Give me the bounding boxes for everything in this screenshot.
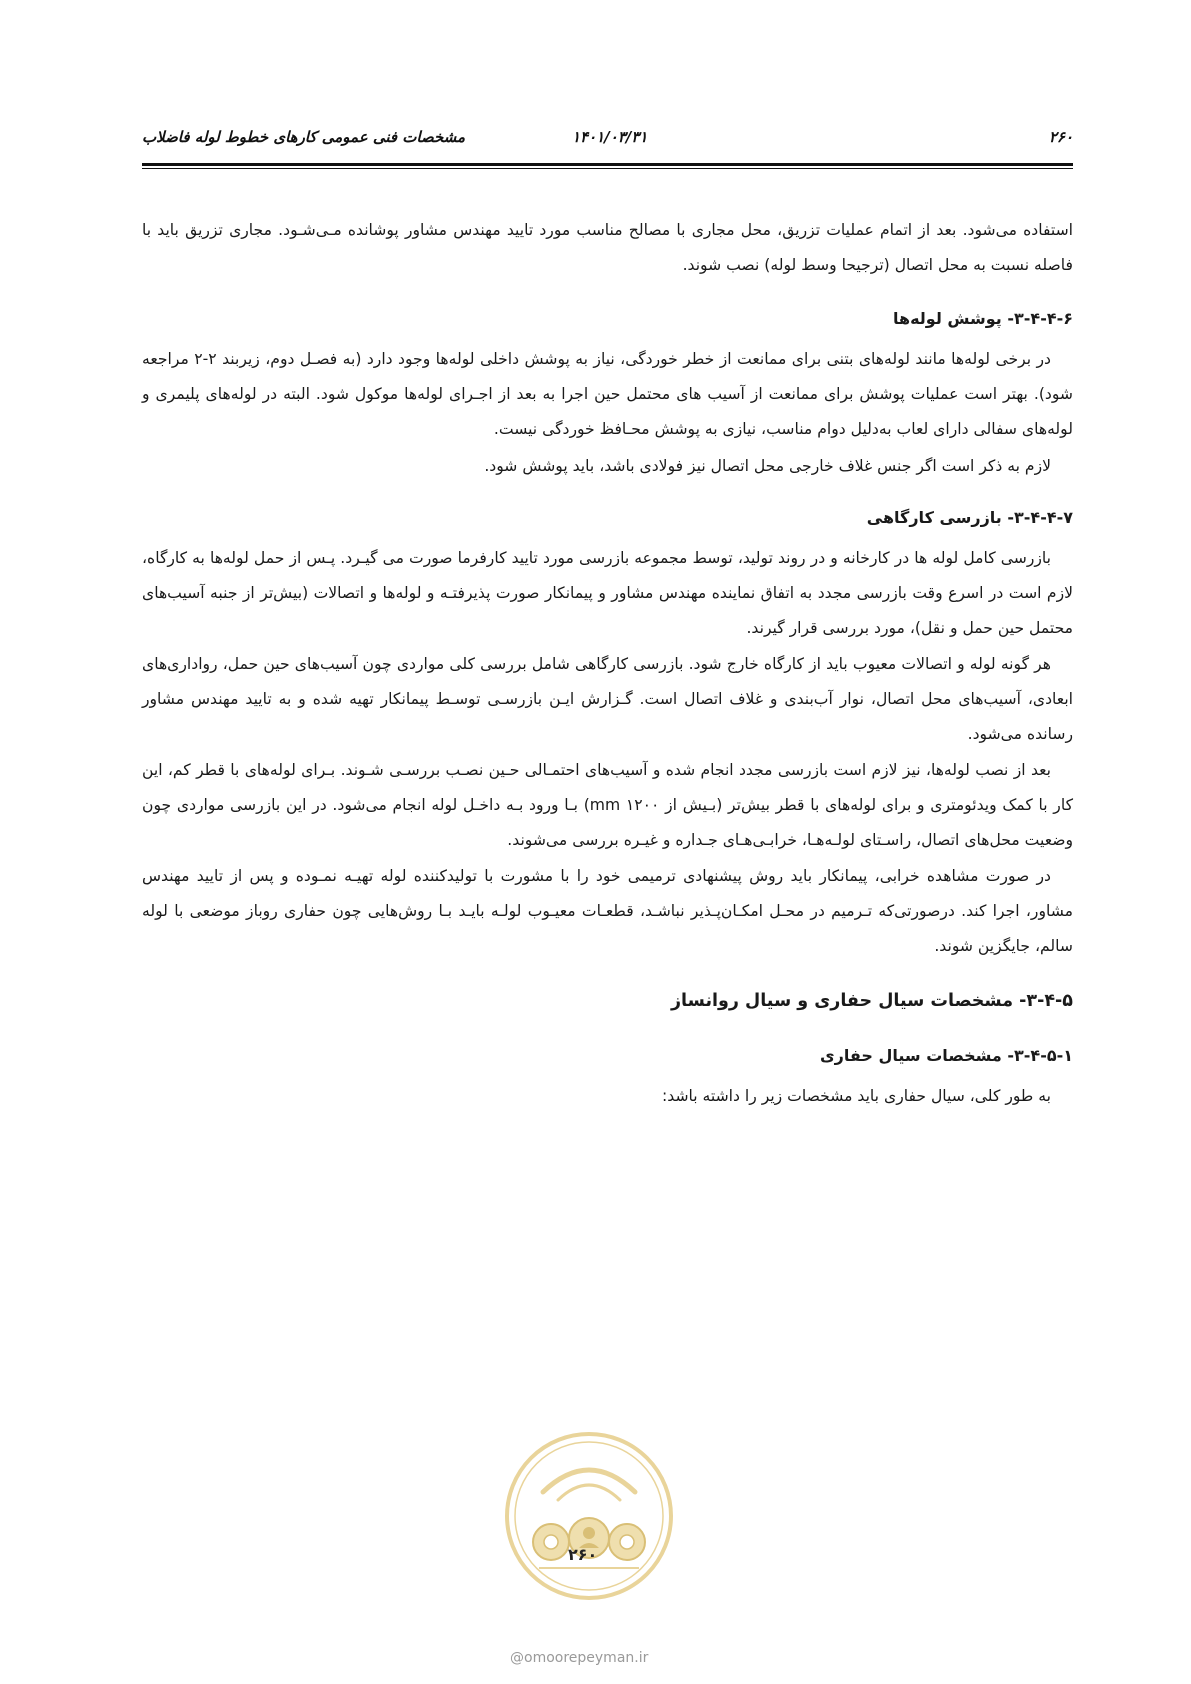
section-heading-coating: ۳-۴-۴-۶- پوشش لوله‌ها — [892, 309, 1073, 328]
section-heading-inspection: ۳-۴-۴-۷- بازرسی کارگاهی — [866, 508, 1073, 527]
page-header — [142, 128, 1073, 152]
stamp-calligraphy-stroke — [543, 1470, 635, 1492]
paragraph-coating-1: در برخی لوله‌ها مانند لوله‌های بتنی برای ممانعت از خطر خوردگی، نیاز به پوشش داخلی لوله‌ها وجود دارد (به فصـل دوم، زیربند ۲-۲ مراجعه شود). بهتر است عملیات پوشش برای ممانعت از آسیب های محتمل حین اجرا به بعد از اجـرای لوله‌ها موکول شود. البته در لوله‌های پلیمری و لوله‌های سفالی دارای لعاب به‌دلیل دوام مناسب، نیازی به پوشش محـافظ خوردگی نیست. — [142, 350, 1073, 438]
stamp-outer-ring — [507, 1434, 671, 1598]
paragraph-inspection-1: بازرسی کامل لوله ها در کارخانه و در روند تولید، توسط مجموعه بازرسی مورد تایید کارفرما صورت می گیـرد. پـس از حمل لوله‌ها به کارگاه، لازم است در اسرع وقت بازرسی مجدد به اتفاق نماینده مهندس مشاور و پیمانکار صورت پذیرفتـه و لوله‌ها و اتصالات (بیش‌تر از جنبه آسیب‌های محتمل حین حمل و نقل)، مورد بررسی قرار گیرند. — [142, 549, 1073, 637]
section-heading-drilling-fluid: ۳-۴-۵- مشخصات سیال حفاری و سیال روانساز — [670, 991, 1073, 1011]
paragraph-coating-2: لازم به ذکر است اگر جنس غلاف خارجی محل اتصال نیز فولادی باشد، باید پوشش شود. — [484, 457, 1051, 475]
paragraph-inspection-2: هر گونه لوله و اتصالات معیوب باید از کارگاه خارج شود. بازرسی کارگاهی شامل بررسی کلی مواردی چون آسیب‌های حین حمل، رواداری‌های ابعادی، آسیب‌های محل اتصال، نوار آب‌بندی و غلاف اتصال است. گـزارش ایـن بازرسـی توسـط پیمانکار تهیه شده و به تایید مهندس مشاور رسانده می‌شود. — [142, 655, 1073, 743]
gear-icon — [609, 1524, 645, 1560]
header-title: مشخصات فنی عمومی کارهای خطوط لوله فاضلاب — [142, 128, 466, 146]
watermark-stamp-logo — [503, 1430, 675, 1602]
stamp-calligraphy-stroke-2 — [558, 1485, 620, 1500]
paragraph-inspection-3: بعد از نصب لوله‌ها، نیز لازم است بازرسی مجدد انجام شده و آسیب‌های احتمـالی حـین نصـب بررسـی شـوند. بـرای لوله‌های با قطر کم، این کار با کمک ویدئومتری و برای لوله‌های با قطر بیش‌تر (بـیش از ۱۲۰۰ mm) بـا ورود بـه داخـل لوله انجام می‌شود. در این بازرسی مواردی چون وضعیت محل‌های اتصال، راسـتای لولـه‌هـا، خرابـی‌هـای جـداره و غیـره بررسی می‌شوند. — [142, 761, 1073, 849]
paragraph-drilling-fluid: به طور کلی، سیال حفاری باید مشخصات زیر را داشته باشد: — [662, 1087, 1051, 1105]
section-heading-drilling-fluid-specs: ۳-۴-۵-۱- مشخصات سیال حفاری — [820, 1046, 1073, 1065]
header-rule — [142, 163, 1073, 166]
header-date: ۱۴۰۱/۰۳/۳۱ — [572, 128, 648, 146]
page-body — [142, 213, 1073, 1114]
website-watermark: @omoorepeyman.ir — [510, 1650, 649, 1666]
paragraph-inspection-4: در صورت مشاهده خرابی، پیمانکار باید روش پیشنهادی ترمیمی خود را با مشورت با تولیدکننده لوله تهیـه نمـوده و پس از تایید مهندس مشاور، اجرا کند. درصورتی‌که تـرمیم در محـل امکـان‌پـذیر نباشـد، قطعـات معیـوب لولـه بایـد بـا روش‌هایی چون حفاری روباز موضعی با لوله سالم، جایگزین شوند. — [142, 867, 1073, 955]
header-page-number: ۲۶۰ — [1048, 128, 1073, 146]
footer-page-number: ۲۶۰ — [568, 1545, 598, 1564]
paragraph-intro: استفاده می‌شود. بعد از اتمام عملیات تزریق، محل مجاری با مصالح مناسب مورد تایید مهندس مشاور پوشانده مـی‌شـود. مجاری تزریق باید با فاصله نسبت به محل اتصال (ترجیحا وسط لوله) نصب شوند. — [142, 221, 1073, 274]
gear-icon — [533, 1524, 569, 1560]
